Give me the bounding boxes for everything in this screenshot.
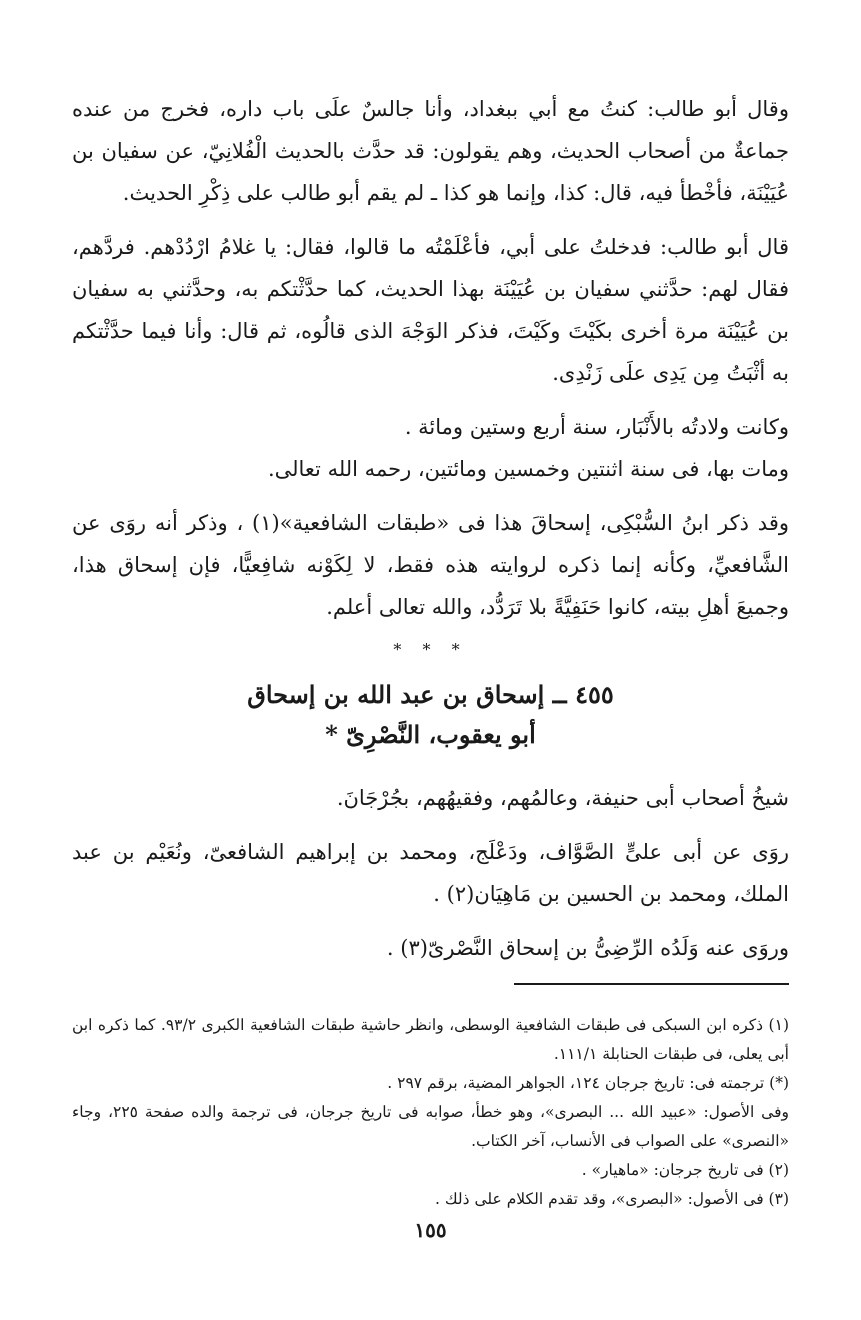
- section-separator: * * *: [393, 640, 468, 659]
- entry-paragraph-narrated-by: وروَى عنه وَلَدُه الرِّضِىُّ بن إسحاق النَّصْرىّ(٣) .: [386, 936, 789, 960]
- footnote-1: (١) ذكره ابن السبكى فى طبقات الشافعية الوسطى، وانظر حاشية طبقات الشافعية الكبرى ٩٣/٢. كما ذكره ابن أبى يعلى، فى طبقات الحنابلة ١١١/١.: [72, 1016, 789, 1063]
- paragraph-birth: وكانت ولادتُه بالأَنْبَار، سنة أربع وستين ومائة .: [404, 415, 789, 439]
- paragraph-subki: وقد ذكر ابنُ السُّبْكِى، إسحاقَ هذا فى «طبقات الشافعية»(١) ، وذكر أنه روَى عن الشَّافعيِّ، وكأنه إنما ذكره لروايته هذه فقط، لا لِكَوْنه شافِعيًّا، فإن إسحاق هذا، وجميعَ أهلِ بيته، كانوا حَنَفِيَّةً بلا تَرَدُّد، والله تعالى أعلم.: [72, 511, 789, 619]
- footnote-2: (٢) فى تاريخ جرجان: «ماهيار» .: [581, 1161, 789, 1179]
- footnote-divider: [514, 983, 789, 985]
- paragraph-abu-talib-baghdad: وقال أبو طالب: كنتُ مع أبي ببغداد، وأنا جالسٌ علَى باب داره، فخرج من عنده جماعةٌ من أصحاب الحديث، وهم يقولون: قد حدَّث بالحديث الْفُلانِيّ، عن سفيان بن عُيَيْنَة، فأخْطأ فيه، قال: كذا، وإنما هو كذا ـ لم يقم أبو طالب على ذِكْرِ الحديث.: [72, 97, 789, 205]
- page-number: ١٥٥: [414, 1218, 447, 1242]
- paragraph-abu-talib-hadith: قال أبو طالب: فدخلتُ على أبي، فأعْلَمْتُه ما قالوا، فقال: يا غلامُ ارْدُدْهم. فردَّهم، فقال لهم: حدَّثني سفيان بن عُيَيْنَة بهذا الحديث، كما حدَّثْتكم به، وحدَّثني به سفيان بن عُيَيْنَة مرة أخرى بكَيْتَ وكَيْتَ، فذكر الوَجْهَ الذى قالُوه، ثم قال: وأنا فيما حدَّثْتكم به أثْبَتُ مِن يَدِى علَى زَنْدِى.: [72, 235, 789, 385]
- footnote-3: (٣) فى الأصول: «البصرى»، وقد تقدم الكلام على ذلك .: [435, 1190, 789, 1208]
- entry-subtitle: أبو يعقوب، النَّصْرِىّ *: [325, 720, 536, 749]
- footnote-star: (*) ترجمته فى: تاريخ جرجان ١٢٤، الجواهر المضية، برقم ٢٩٧ .: [387, 1074, 789, 1092]
- entry-paragraph-narrated-from: روَى عن أبى علىٍّ الصَّوَّاف، ودَعْلَج، ومحمد بن إبراهيم الشافعىّ، ونُعَيْم بن عبد الملك، ومحمد بن الحسين بن مَاهِيَان(٢) .: [72, 840, 789, 906]
- entry-paragraph-shaykh: شيخُ أصحاب أبى حنيفة، وعالمُهم، وفقيهُهم، بجُرْجَانَ.: [336, 786, 789, 810]
- paragraph-death: ومات بها، فى سنة اثنتين وخمسين ومائتين، رحمه الله تعالى.: [267, 457, 789, 481]
- entry-title: ٤٥٥ ــ إسحاق بن عبد الله بن إسحاق: [247, 680, 614, 709]
- footnote-star-continued: وفى الأصول: «عبيد الله ... البصرى»، وهو خطأ، صوابه فى تاريخ جرجان، فى ترجمة والده صفحة ٢٢٥، وجاء «النصرى» على الصواب فى الأنساب، آخر الكتاب.: [72, 1103, 789, 1150]
